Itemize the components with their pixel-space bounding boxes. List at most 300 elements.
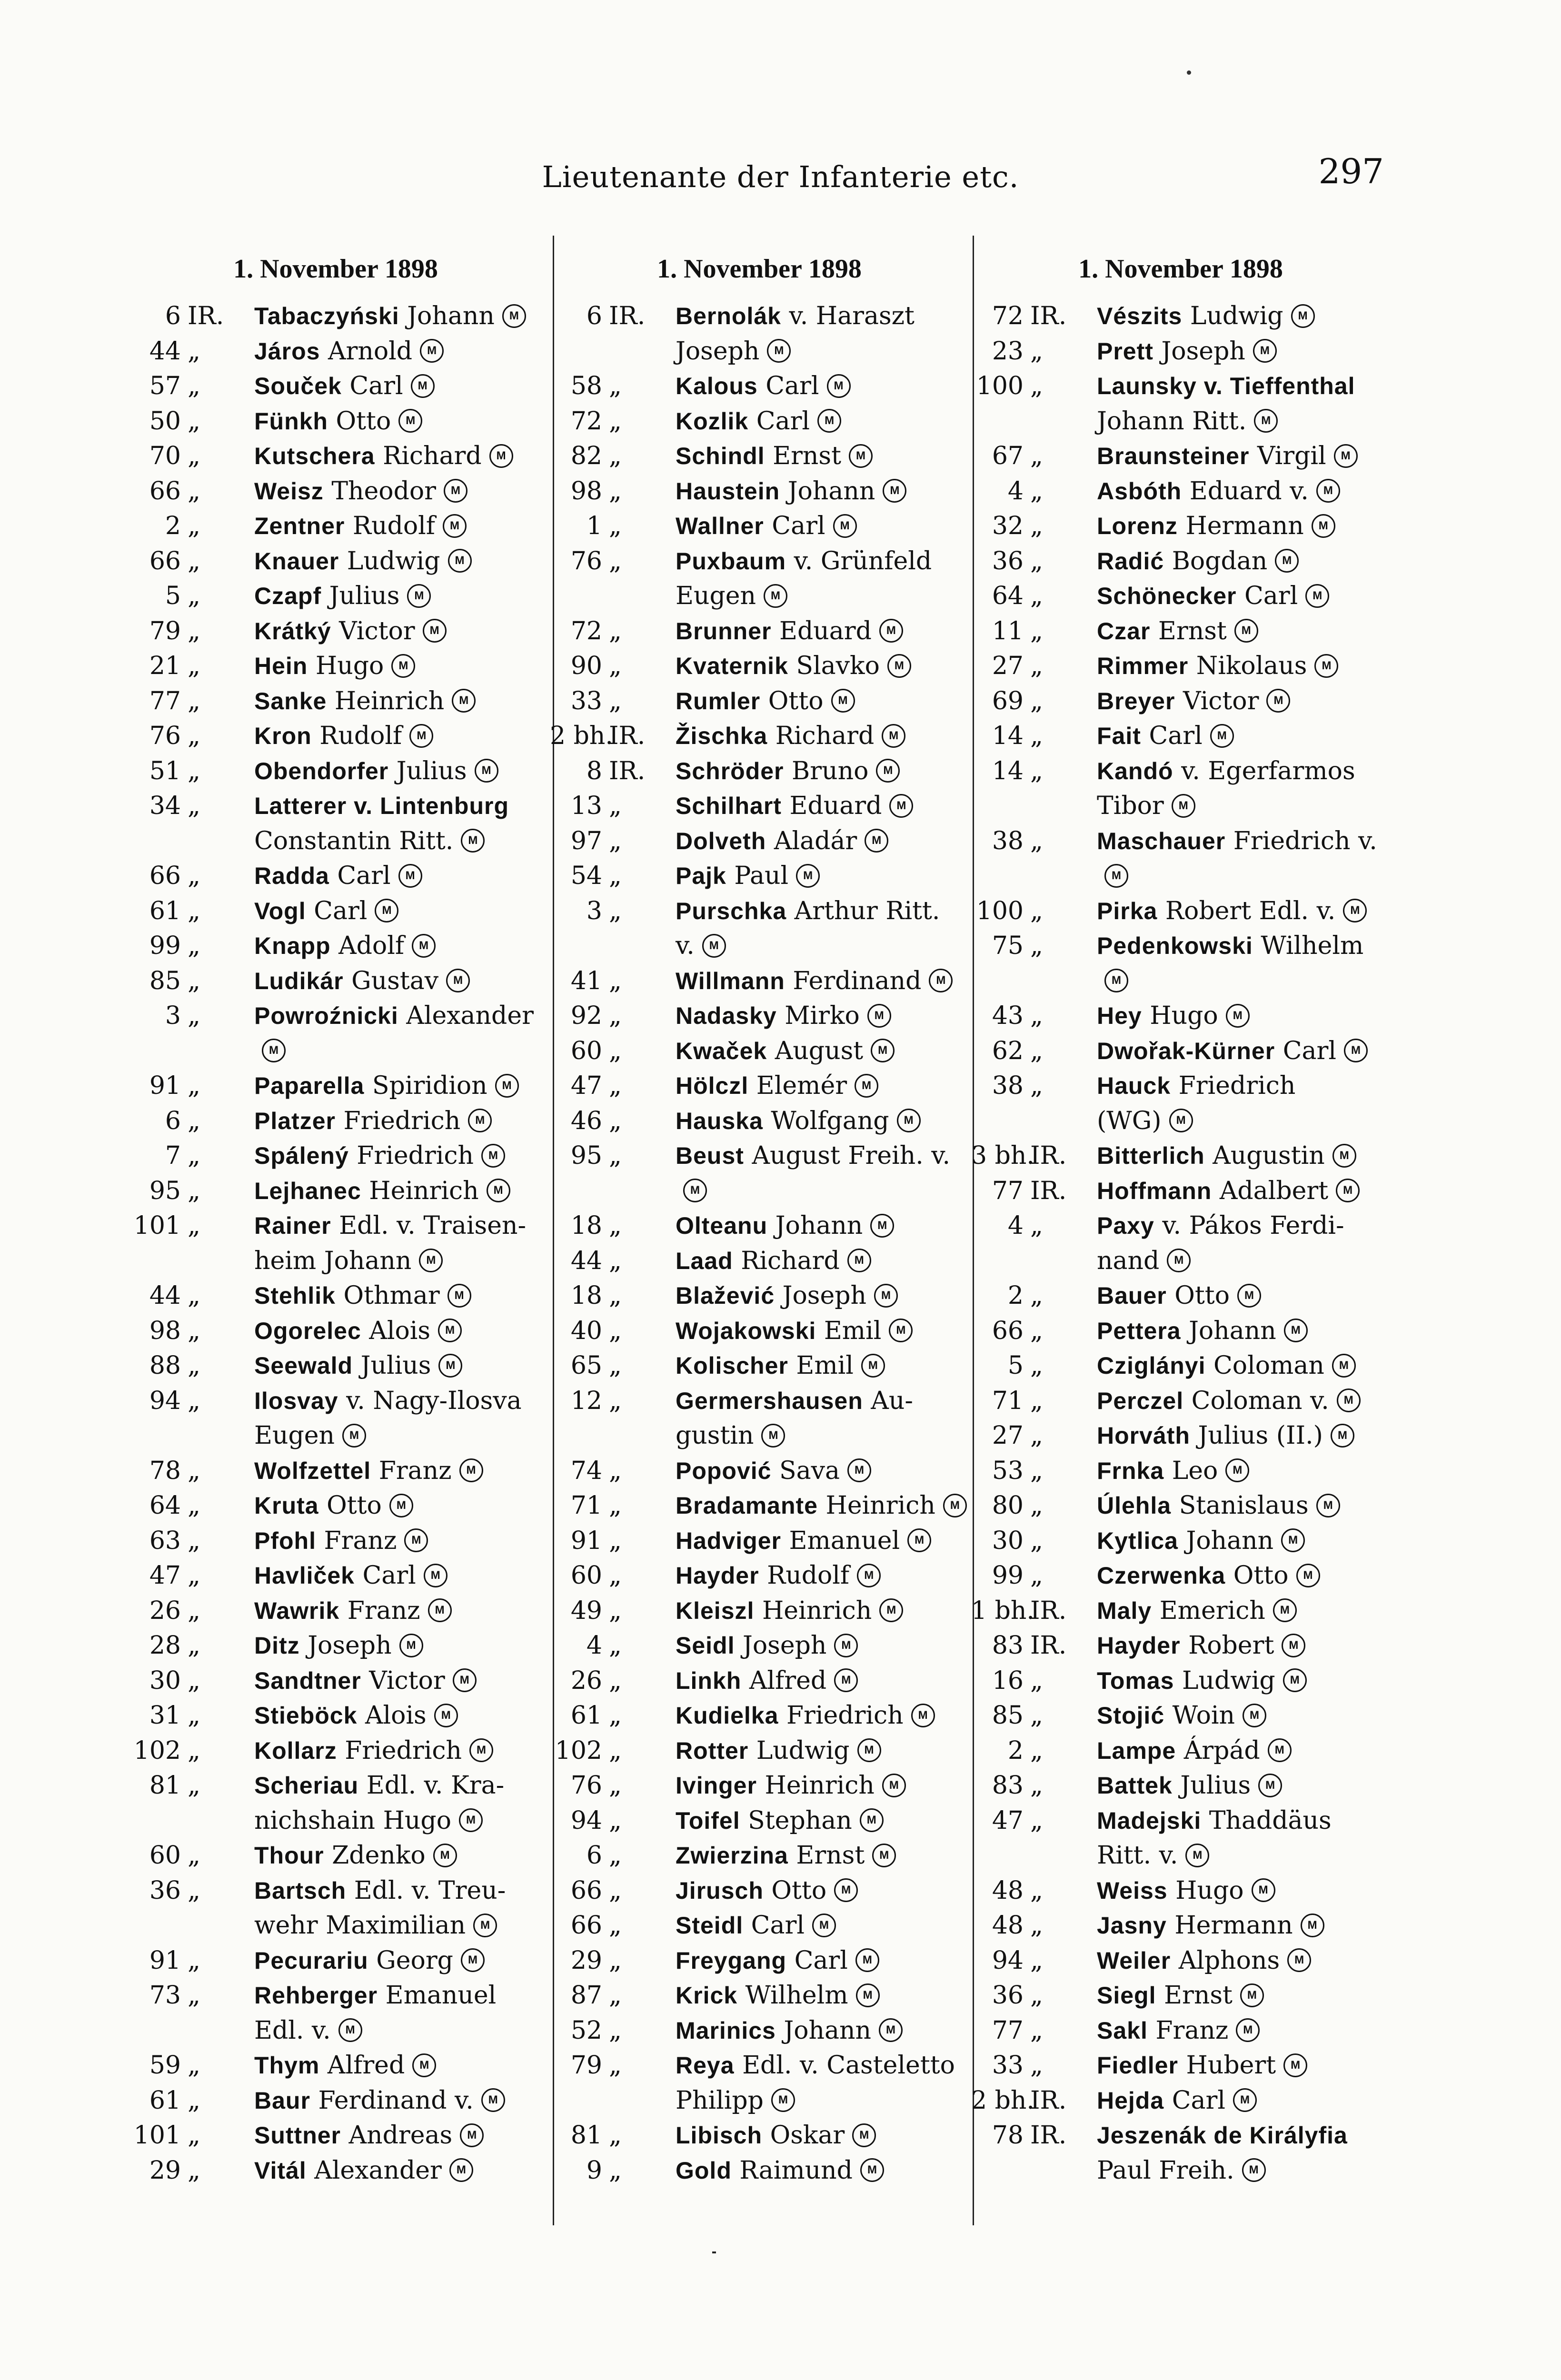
officer-name [676, 2118, 969, 2153]
officer-entry [971, 929, 1390, 999]
officer-given-names: Arthur Ritt. [794, 896, 940, 925]
officer-name [676, 1734, 969, 1769]
officer-given-names: Otto [768, 686, 824, 715]
officer-surname: Vészits [1097, 303, 1183, 329]
unit-abbreviation: „ [609, 1841, 622, 1870]
unit-abbreviation: „ [609, 1596, 622, 1625]
officer-name [254, 1104, 543, 1139]
continuation-text: Ritt. v. [1097, 1841, 1178, 1870]
officer-given-names: Franz [378, 1456, 452, 1485]
medal-icon: M [1169, 1109, 1193, 1132]
officer-surname: Madejski [1097, 1807, 1202, 1834]
regiment-number: 92 [570, 1002, 602, 1030]
unit-abbreviation: „ [609, 1071, 622, 1100]
unit-abbreviation: „ [188, 652, 200, 680]
officer-entry [550, 1804, 969, 1839]
medal-icon: M [1242, 2158, 1266, 2182]
continuation-text: wehr Maximilian [254, 1911, 466, 1940]
officer-entry [971, 649, 1390, 684]
officer-name [254, 1768, 543, 1838]
unit-abbreviation: „ [188, 722, 200, 750]
unit-abbreviation: „ [609, 2121, 622, 2150]
officer-entry [971, 544, 1390, 579]
officer-surname: Jeszenák de Királyfia [1097, 2122, 1348, 2149]
unit-abbreviation: „ [1030, 1351, 1043, 1380]
unit-abbreviation: „ [188, 1596, 200, 1625]
officer-given-names: Ludwig [756, 1736, 850, 1765]
officer-given-names: Wolfgang [771, 1106, 889, 1135]
unit-abbreviation: „ [609, 2051, 622, 2080]
name-continuation [1097, 1244, 1390, 1279]
officer-entry [971, 1874, 1390, 1909]
officer-entry [129, 894, 543, 929]
medal-icon: M [398, 864, 422, 888]
medal-icon: M [448, 549, 472, 573]
regiment-number: 48 [992, 1911, 1024, 1940]
officer-name [1097, 1908, 1390, 1944]
unit-abbreviation: „ [609, 1911, 622, 1940]
officer-given-names: Slavko [796, 652, 880, 680]
officer-name [1097, 1978, 1390, 2013]
officer-given-names: Carl [772, 512, 825, 540]
regiment-number: 47 [149, 1561, 181, 1590]
unit-abbreviation: „ [188, 756, 200, 785]
regiment-number: 27 [992, 652, 1024, 680]
officer-entry [550, 2013, 969, 2049]
unit-abbreviation: „ [609, 1281, 622, 1310]
unit-abbreviation: „ [188, 372, 200, 400]
officer-name [254, 754, 543, 789]
unit-abbreviation: „ [188, 1106, 200, 1135]
unit-abbreviation: „ [188, 2156, 200, 2185]
unit-abbreviation: „ [609, 372, 622, 400]
unit-abbreviation: „ [188, 476, 200, 506]
unit-abbreviation: „ [609, 1036, 622, 1065]
unit-abbreviation: „ [188, 1666, 200, 1695]
medal-icon: M [872, 1844, 896, 1867]
officer-entry [129, 1454, 543, 1489]
officer-surname: Platzer [254, 1107, 336, 1134]
officer-name [254, 544, 543, 579]
officer-entry [550, 1454, 969, 1489]
officer-entry [129, 1698, 543, 1734]
medal-icon: M [1312, 514, 1335, 538]
medal-icon: M [475, 759, 498, 783]
regiment-number: 74 [570, 1456, 602, 1485]
officer-entry [129, 2118, 543, 2153]
officer-surname: Krátký [254, 617, 331, 645]
officer-name [1097, 299, 1390, 334]
officer-entry [550, 1384, 969, 1454]
unit-abbreviation: „ [1030, 546, 1043, 575]
unit-abbreviation: IR. [1030, 302, 1067, 330]
officer-given-names: Richard [383, 442, 482, 470]
medal-icon: M [874, 1284, 898, 1308]
officer-surname: Knapp [254, 932, 331, 959]
medal-icon: M [889, 794, 913, 818]
officer-entry [550, 1558, 969, 1594]
unit-abbreviation: „ [188, 1456, 200, 1485]
medal-icon: M [897, 1109, 921, 1132]
medal-icon: M [817, 409, 841, 433]
officer-name [1097, 544, 1390, 579]
unit-abbreviation: „ [188, 966, 200, 995]
regiment-number: 1 [586, 512, 602, 540]
unit-abbreviation: „ [188, 2086, 200, 2115]
unit-abbreviation: „ [188, 1281, 200, 1310]
officer-given-names: Carl [1244, 582, 1298, 610]
unit-abbreviation: „ [1030, 1036, 1043, 1065]
officer-name [254, 1209, 543, 1279]
officer-given-names: Richard [741, 1246, 840, 1275]
officer-name [676, 1209, 969, 1244]
officer-name [1097, 439, 1390, 474]
officer-surname: Pettera [1097, 1317, 1181, 1344]
officer-entry [971, 1558, 1390, 1594]
regiment-number: 8 [586, 756, 602, 785]
regiment-number: 26 [570, 1666, 602, 1695]
name-continuation [1097, 1838, 1390, 1874]
medal-icon: M [459, 1458, 483, 1482]
medal-icon: M [1284, 1319, 1308, 1342]
officer-surname: Sandtner [254, 1667, 361, 1694]
officer-given-names: Johann [1189, 1316, 1276, 1345]
unit-abbreviation: „ [609, 1316, 622, 1345]
regiment-number: 97 [570, 826, 602, 855]
officer-entry [550, 1524, 969, 1559]
officer-entry [550, 1944, 969, 1979]
regiment-number: 98 [570, 476, 602, 506]
officer-entry [550, 1768, 969, 1804]
unit-abbreviation: „ [1030, 1456, 1043, 1485]
unit-abbreviation: „ [609, 1876, 622, 1905]
unit-abbreviation: „ [609, 616, 622, 645]
officer-name [676, 964, 969, 999]
medal-icon: M [1266, 689, 1290, 713]
officer-given-names: Au- [871, 1386, 913, 1415]
officer-entry [129, 579, 543, 614]
regiment-number: 29 [570, 1946, 602, 1975]
medal-icon: M [860, 1808, 884, 1832]
unit-abbreviation: „ [609, 652, 622, 680]
officer-name [254, 1454, 543, 1489]
continuation-text: nand [1097, 1246, 1160, 1275]
officer-name [1097, 614, 1390, 649]
medal-icon: M [1331, 1424, 1354, 1448]
officer-name [676, 1944, 969, 1979]
medal-icon: M [444, 479, 467, 503]
officer-entry [971, 1418, 1390, 1454]
officer-entry [971, 2118, 1390, 2188]
officer-given-names: Hugo [1175, 1876, 1244, 1905]
regiment-number: 2 bh. [550, 722, 613, 750]
name-continuation [254, 1418, 543, 1454]
officer-given-names: Julius [1180, 1771, 1251, 1800]
unit-abbreviation: „ [609, 1946, 622, 1975]
medal-icon: M [487, 1179, 510, 1202]
unit-abbreviation: „ [1030, 1981, 1043, 2010]
regiment-number: 47 [992, 1806, 1024, 1835]
medal-icon: M [911, 1704, 935, 1727]
officer-given-names: Otto [1174, 1281, 1230, 1310]
column-3 [971, 252, 1390, 2188]
officer-given-names: Emerich [1159, 1596, 1265, 1625]
officer-given-names: Edl. v. Kra- [366, 1771, 505, 1800]
officer-name [676, 474, 969, 509]
officer-entry [550, 1314, 969, 1349]
regiment-number: 29 [149, 2156, 181, 2185]
regiment-number: 81 [149, 1771, 181, 1800]
officer-entry [550, 1978, 969, 2013]
medal-icon: M [1273, 1598, 1297, 1622]
medal-icon: M [404, 1528, 428, 1552]
regiment-number: 61 [149, 896, 181, 925]
officer-given-names: Rudolf [319, 722, 402, 750]
name-continuation [254, 2013, 543, 2049]
officer-surname: Ditz [254, 1632, 300, 1659]
regiment-number: 54 [570, 862, 602, 890]
column-heading: 1. November 1898 [1078, 254, 1283, 284]
medal-icon: M [502, 304, 526, 328]
officer-given-names: Heinrich [765, 1771, 875, 1800]
officer-name [1097, 1558, 1390, 1594]
regiment-number: 60 [149, 1841, 181, 1870]
regiment-number: 102 [133, 1736, 181, 1765]
officer-name [254, 369, 543, 404]
officer-given-names: Aladár [774, 826, 857, 855]
officer-entry [550, 649, 969, 684]
medal-icon: M [438, 1319, 462, 1342]
officer-name [1097, 1488, 1390, 1524]
officer-name [1097, 824, 1390, 894]
unit-abbreviation: „ [609, 1351, 622, 1380]
officer-given-names: Julius (II.) [1198, 1421, 1323, 1450]
column-heading: 1. November 1898 [657, 254, 862, 284]
officer-given-names: Carl [337, 862, 391, 890]
officer-surname: Rotter [676, 1737, 749, 1764]
officer-surname: Krick [676, 1982, 738, 2009]
officer-name [254, 964, 543, 999]
regiment-number: 78 [149, 1456, 181, 1485]
officer-entry [971, 1768, 1390, 1804]
officer-surname: Powroźnicki [254, 1002, 398, 1029]
unit-abbreviation: „ [609, 1631, 622, 1660]
name-continuation [676, 2083, 969, 2119]
officer-entry [129, 369, 543, 404]
officer-given-names: Alois [365, 1701, 427, 1730]
medal-icon: M [407, 584, 431, 608]
officer-given-names: Ferdinand v. [318, 2086, 474, 2115]
officer-given-names: Carl [756, 407, 810, 436]
officer-name [1097, 1034, 1390, 1069]
name-continuation [254, 1908, 543, 1944]
officer-entry [550, 1034, 969, 1069]
running-header-title: Lieutenante der Infanterie etc. [542, 159, 1019, 194]
officer-surname: Wawrik [254, 1597, 340, 1624]
unit-abbreviation: „ [609, 1806, 622, 1835]
officer-surname: Horváth [1097, 1422, 1190, 1449]
officer-given-names: Emanuel [789, 1526, 900, 1555]
officer-given-names: Alphons [1178, 1946, 1280, 1975]
officer-name [676, 1279, 969, 1314]
name-continuation [676, 334, 969, 369]
officer-name [676, 999, 969, 1034]
officer-given-names: Carl [794, 1946, 848, 1975]
regiment-number: 60 [570, 1036, 602, 1065]
officer-name [1097, 1768, 1390, 1804]
unit-abbreviation: „ [1030, 1316, 1043, 1345]
unit-abbreviation: „ [188, 1071, 200, 1100]
officer-entry [550, 1139, 969, 1209]
officer-name [676, 754, 969, 789]
officer-name [254, 2048, 543, 2083]
officer-name [1097, 1314, 1390, 1349]
officer-given-names: Heinrich [334, 686, 445, 715]
unit-abbreviation: IR. [609, 722, 646, 750]
officer-surname: Lampe [1097, 1737, 1176, 1764]
unit-abbreviation: „ [609, 1246, 622, 1275]
unit-abbreviation: IR. [1030, 2121, 1067, 2150]
officer-given-names: August [775, 1036, 864, 1065]
regiment-number: 9 [586, 2156, 602, 2185]
regiment-number: 72 [570, 407, 602, 436]
officer-surname: Perczel [1097, 1387, 1184, 1414]
officer-surname: Kruta [254, 1492, 319, 1519]
regiment-number: 102 [555, 1736, 602, 1765]
officer-given-names: Julius [396, 756, 467, 785]
officer-name [254, 1664, 543, 1699]
officer-given-names: Johann [407, 302, 495, 330]
unit-abbreviation: „ [188, 1736, 200, 1765]
officer-entry [550, 439, 969, 474]
regiment-number: 33 [992, 2051, 1024, 2080]
unit-abbreviation: IR. [1030, 1631, 1067, 1660]
officer-entry [129, 544, 543, 579]
name-continuation [254, 1244, 543, 1279]
officer-given-names: Heinrich [825, 1491, 935, 1520]
medal-icon: M [1167, 1249, 1191, 1272]
officer-surname: Czerwenka [1097, 1562, 1226, 1589]
officer-entry [550, 509, 969, 544]
regiment-number: 6 [165, 302, 181, 330]
regiment-number: 91 [570, 1526, 602, 1555]
regiment-number: 100 [976, 372, 1024, 400]
officer-surname: Scheriau [254, 1772, 359, 1799]
officer-given-names: Alois [369, 1316, 431, 1345]
medal-icon: M [849, 444, 873, 468]
unit-abbreviation: „ [609, 826, 622, 855]
medal-icon: M [495, 1074, 519, 1098]
unit-abbreviation: „ [188, 1176, 200, 1205]
unit-abbreviation: „ [188, 1351, 200, 1380]
regiment-number: 66 [149, 546, 181, 575]
medal-icon: M [860, 2158, 884, 2182]
officer-name [254, 1384, 543, 1454]
unit-abbreviation: „ [188, 616, 200, 645]
regiment-number: 23 [992, 337, 1024, 366]
officer-surname: Zentner [254, 513, 345, 539]
officer-entry [129, 404, 543, 439]
officer-entry [971, 439, 1390, 474]
officer-name [1097, 1209, 1390, 1279]
officer-entry [971, 369, 1390, 439]
officer-surname: Paxy [1097, 1212, 1154, 1239]
unit-abbreviation: „ [1030, 1281, 1043, 1310]
officer-given-names: Friedrich [1178, 1071, 1296, 1100]
officer-given-names: Carl [1172, 2086, 1225, 2115]
officer-surname: Knauer [254, 547, 339, 575]
unit-abbreviation: „ [188, 1561, 200, 1590]
officer-surname: Jirusch [676, 1877, 764, 1904]
officer-given-names: v. Pákos Ferdi- [1162, 1211, 1344, 1240]
officer-surname: Paparella [254, 1072, 365, 1099]
officer-given-names: Johann [787, 476, 875, 506]
officer-name [1097, 1454, 1390, 1489]
medal-icon: M [812, 1914, 836, 1937]
medal-icon: M [433, 1844, 457, 1867]
unit-abbreviation: „ [188, 442, 200, 470]
officer-surname: Reya [676, 2052, 735, 2079]
officer-surname: Thym [254, 2052, 320, 2079]
unit-abbreviation: IR. [609, 756, 646, 785]
officer-given-names: Stanislaus [1179, 1491, 1309, 1520]
regiment-number: 41 [570, 966, 602, 995]
medal-icon: M [1296, 1564, 1320, 1587]
regiment-number: 88 [149, 1351, 181, 1380]
medal-icon: M [1337, 1388, 1361, 1412]
officer-surname: Linkh [676, 1667, 742, 1694]
name-continuation [676, 1418, 969, 1454]
medal-icon: M [1253, 339, 1277, 363]
officer-name [1097, 1944, 1390, 1979]
medal-icon: M [831, 689, 855, 713]
officer-given-names: Mirko [785, 1002, 860, 1030]
medal-icon: M [767, 339, 791, 363]
officer-surname: Stehlik [254, 1282, 336, 1309]
officer-entry [550, 2048, 969, 2118]
medal-icon: M [342, 1424, 366, 1448]
officer-given-names: Leo [1172, 1456, 1218, 1485]
regiment-number: 90 [570, 652, 602, 680]
officer-given-names: Virgil [1257, 442, 1326, 470]
officer-name [1097, 474, 1390, 509]
officer-name [1097, 1664, 1390, 1699]
medal-icon: M [1275, 549, 1299, 573]
unit-abbreviation: „ [1030, 372, 1043, 400]
officer-surname: Fiedler [1097, 2052, 1178, 2079]
officer-entry [129, 1384, 543, 1454]
unit-abbreviation: IR. [1030, 2086, 1067, 2115]
officer-name [676, 1384, 969, 1454]
regiment-number: 94 [992, 1946, 1024, 1975]
officer-given-names: Elemér [756, 1071, 847, 1100]
officer-name [1097, 754, 1390, 824]
regiment-number: 4 [1007, 476, 1024, 506]
regiment-number: 70 [149, 442, 181, 470]
officer-surname: Kutschera [254, 443, 375, 469]
regiment-number: 5 [165, 582, 181, 610]
officer-name [676, 1838, 969, 1874]
officer-given-names: Carl [766, 372, 819, 400]
officer-name [1097, 2013, 1390, 2049]
medal-icon: M [1344, 1039, 1368, 1062]
unit-abbreviation: „ [1030, 1946, 1043, 1975]
officer-name [254, 684, 543, 719]
medal-icon: M [420, 339, 444, 363]
officer-name [254, 789, 543, 859]
officer-name [254, 1279, 543, 1314]
officer-name [676, 1034, 969, 1069]
